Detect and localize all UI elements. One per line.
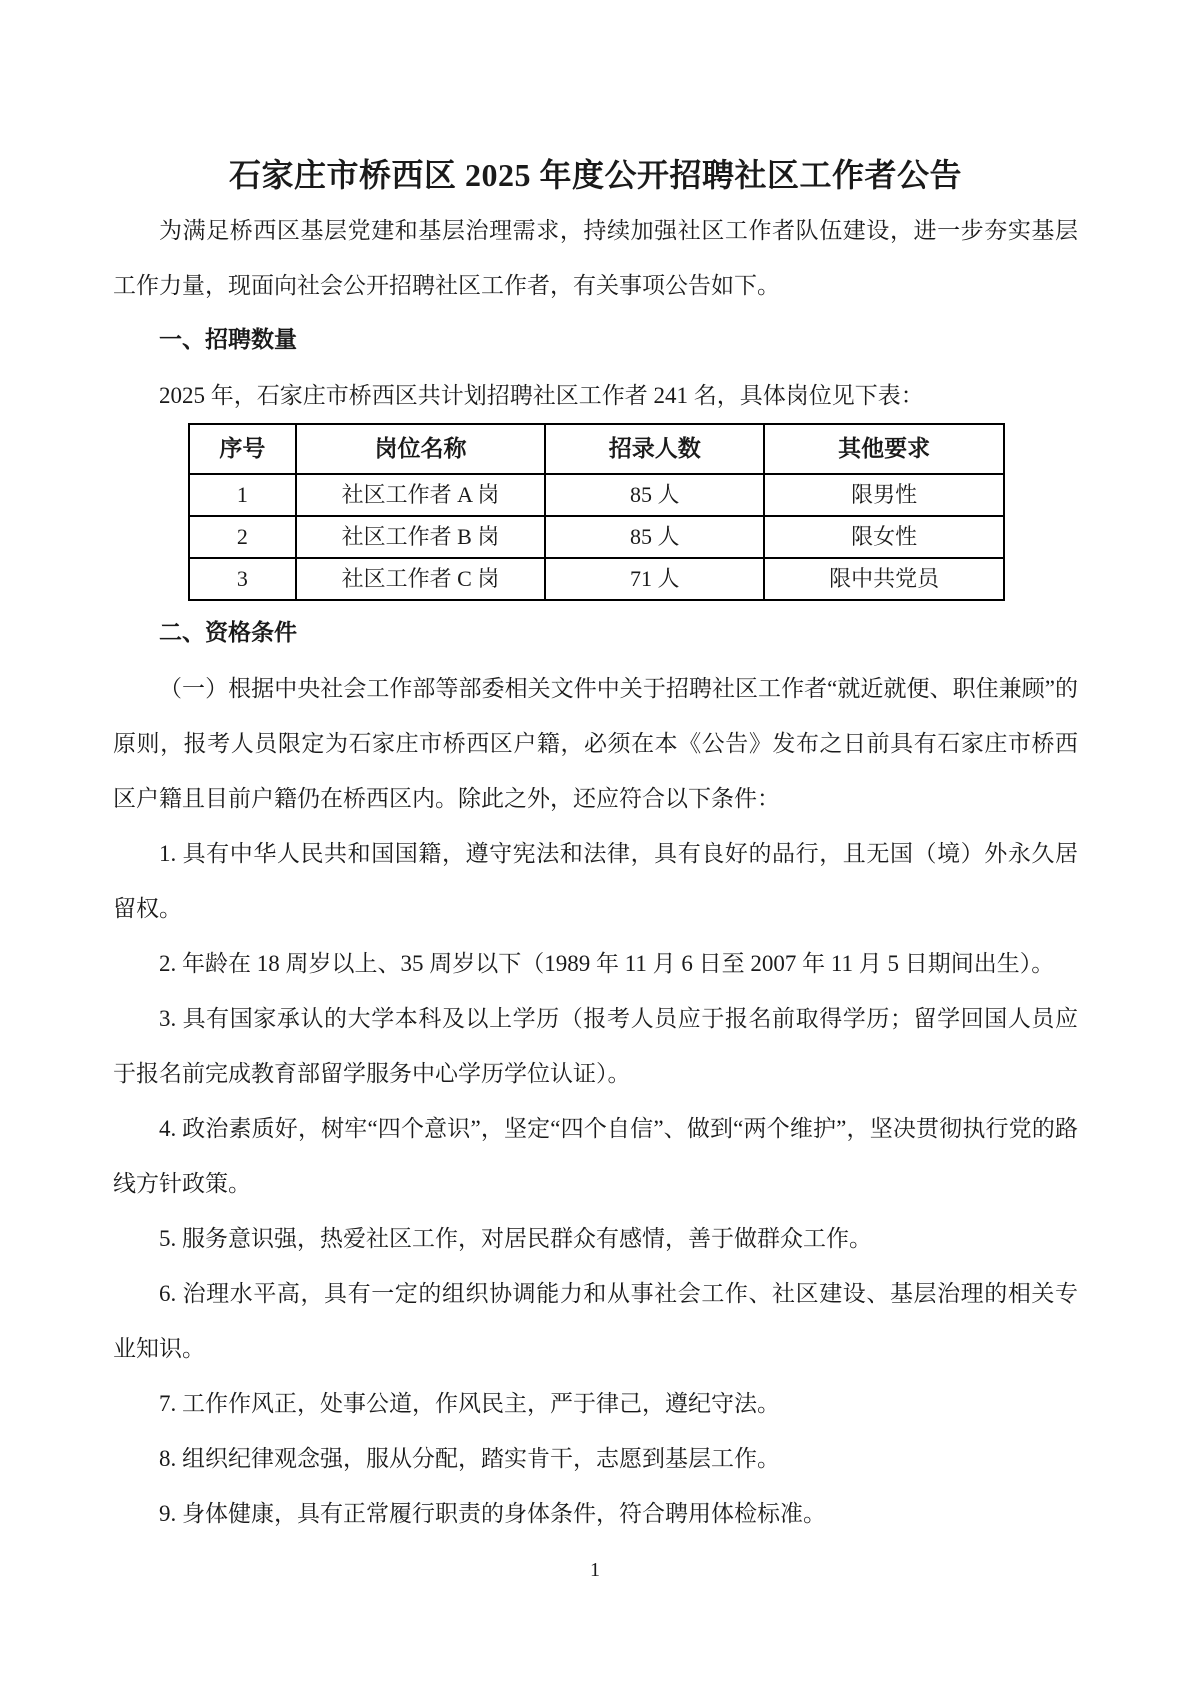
section-1-lead: 2025 年，石家庄市桥西区共计划招聘社区工作者 241 名，具体岗位见下表： bbox=[159, 383, 924, 408]
cell-position: 社区工作者 C 岗 bbox=[296, 558, 545, 600]
requirement-item-2: 2. 年龄在 18 周岁以上、35 周岁以下（1989 年 11 月 6 日至 2007 年 11 月 5 日期间出生）。 bbox=[159, 951, 1055, 976]
requirement-item-6: 6. 治理水平高，具有一定的组织协调能力和从事社会工作、社区建设、基层治理的相关专业知识。 bbox=[113, 1281, 1078, 1361]
column-header-count: 招录人数 bbox=[545, 424, 764, 474]
table-row bbox=[189, 558, 1004, 600]
cell-index: 2 bbox=[189, 516, 296, 558]
requirement-item-4: 4. 政治素质好，树牢“四个意识”，坚定“四个自信”、做到“两个维护”，坚决贯彻执行党的路线方针政策。 bbox=[113, 1116, 1078, 1196]
cell-index: 1 bbox=[189, 474, 296, 516]
requirement-item-7: 7. 工作作风正，处事公道，作风民主，严于律己，遵纪守法。 bbox=[159, 1391, 780, 1416]
cell-other: 限中共党员 bbox=[764, 558, 1004, 600]
intro-paragraph: 为满足桥西区基层党建和基层治理需求，持续加强社区工作者队伍建设，进一步夯实基层工作力量，现面向社会公开招聘社区工作者，有关事项公告如下。 bbox=[113, 218, 1078, 298]
page-number: 1 bbox=[590, 1559, 600, 1581]
requirement-item-8: 8. 组织纪律观念强，服从分配，踏实肯干，志愿到基层工作。 bbox=[159, 1446, 780, 1471]
column-header-index: 序号 bbox=[189, 424, 296, 474]
recruitment-table bbox=[188, 423, 1005, 601]
column-header-other: 其他要求 bbox=[764, 424, 1004, 474]
section-2-heading: 二、资格条件 bbox=[159, 620, 297, 646]
cell-count: 85 人 bbox=[545, 516, 764, 558]
table-row bbox=[189, 516, 1004, 558]
cell-count: 71 人 bbox=[545, 558, 764, 600]
requirement-item-5: 5. 服务意识强，热爱社区工作，对居民群众有感情，善于做群众工作。 bbox=[159, 1226, 872, 1251]
table-header-row bbox=[189, 424, 1004, 474]
cell-position: 社区工作者 B 岗 bbox=[296, 516, 545, 558]
section-1-heading: 一、招聘数量 bbox=[159, 327, 297, 353]
page-title: 石家庄市桥西区 2025 年度公开招聘社区工作者公告 bbox=[228, 157, 962, 193]
column-header-position: 岗位名称 bbox=[296, 424, 545, 474]
qualification-clause-1: （一）根据中央社会工作部等部委相关文件中关于招聘社区工作者“就近就便、职住兼顾”的原则，报考人员限定为石家庄市桥西区户籍，必须在本《公告》发布之日前具有石家庄市桥西区户籍且目前户籍仍在桥西区内。除此之外，还应符合以下条件： bbox=[113, 676, 1078, 811]
cell-other: 限男性 bbox=[764, 474, 1004, 516]
cell-position: 社区工作者 A 岗 bbox=[296, 474, 545, 516]
requirement-item-3: 3. 具有国家承认的大学本科及以上学历（报考人员应于报名前取得学历；留学回国人员应于报名前完成教育部留学服务中心学历学位认证）。 bbox=[113, 1006, 1078, 1086]
requirement-item-9: 9. 身体健康，具有正常履行职责的身体条件，符合聘用体检标准。 bbox=[159, 1501, 826, 1526]
requirement-item-1: 1. 具有中华人民共和国国籍，遵守宪法和法律，具有良好的品行，且无国（境）外永久居留权。 bbox=[113, 841, 1078, 921]
cell-index: 3 bbox=[189, 558, 296, 600]
cell-other: 限女性 bbox=[764, 516, 1004, 558]
table-row bbox=[189, 474, 1004, 516]
cell-count: 85 人 bbox=[545, 474, 764, 516]
